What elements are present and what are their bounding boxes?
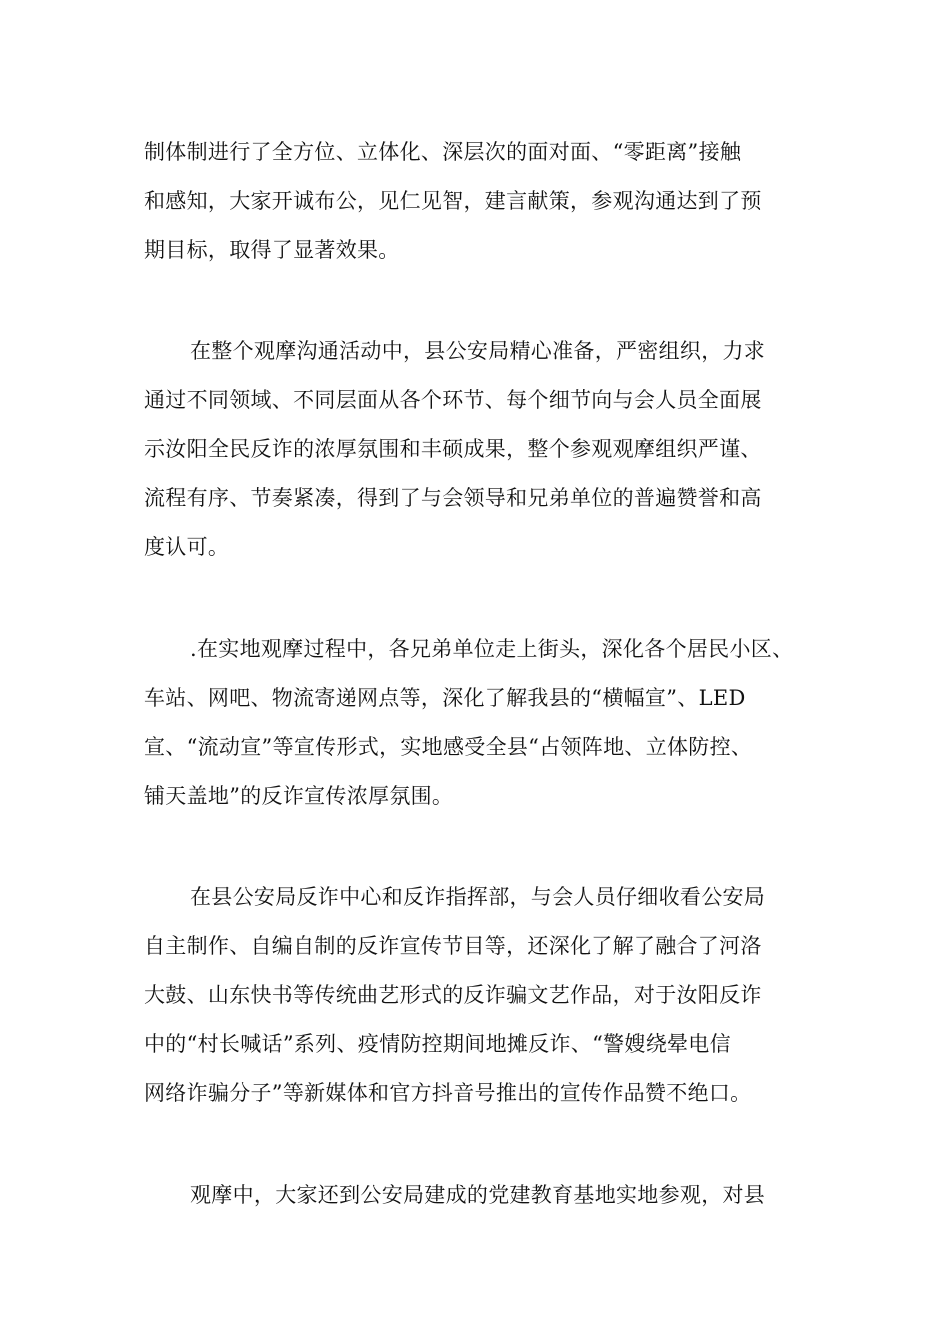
paragraph-1	[144, 128, 834, 275]
text-line: 自主制作、自编自制的反诈宣传节目等，还深化了解了融合了河洛	[144, 934, 762, 958]
paragraph-4	[144, 873, 834, 1118]
text-line: 和感知，大家开诚布公，见仁见智，建言献策，参观沟通达到了预	[144, 189, 762, 213]
text-line: 网络诈骗分子”等新媒体和官方抖音号推出的宣传作品赞不绝口。	[144, 1081, 752, 1105]
paragraph-2	[144, 327, 834, 572]
text-line: 制体制进行了全方位、立体化、深层次的面对面、“零距离”接触	[144, 140, 742, 164]
text-line: 大鼓、山东快书等传统曲艺形式的反诈骗文艺作品，对于汝阳反诈	[144, 983, 762, 1007]
text-line: 流程有序、节奏紧凑，得到了与会领导和兄弟单位的普遍赞誉和高	[144, 486, 762, 510]
paragraph-3	[144, 625, 834, 821]
text-line: .在实地观摩过程中，各兄弟单位走上街头，深化各个居民小区、	[190, 637, 794, 661]
text-line: 车站、网吧、物流寄递网点等，深化了解我县的“横幅宣”、LED	[144, 686, 746, 710]
paragraph-5	[144, 1171, 834, 1220]
text-line: 示汝阳全民反诈的浓厚氛围和丰硕成果，整个参观观摩组织严谨、	[144, 437, 762, 461]
text-line: 在县公安局反诈中心和反诈指挥部，与会人员仔细收看公安局	[190, 885, 766, 909]
text-line: 通过不同领域、不同层面从各个环节、每个细节向与会人员全面展	[144, 388, 762, 412]
text-line: 铺天盖地”的反诈宣传浓厚氛围。	[144, 784, 454, 808]
text-line: 中的“村长喊话”系列、疫情防控期间地摊反诈、“警嫂绕晕电信	[144, 1032, 731, 1056]
text-line: 度认可。	[144, 535, 230, 559]
text-line: 宣、“流动宣”等宣传形式，实地感受全县“占领阵地、立体防控、	[144, 735, 753, 759]
text-line: 观摩中，大家还到公安局建成的党建教育基地实地参观，对县	[190, 1183, 766, 1207]
text-line: 在整个观摩沟通活动中，县公安局精心准备，严密组织，力求	[190, 339, 766, 363]
text-line: 期目标，取得了显著效果。	[144, 238, 400, 262]
